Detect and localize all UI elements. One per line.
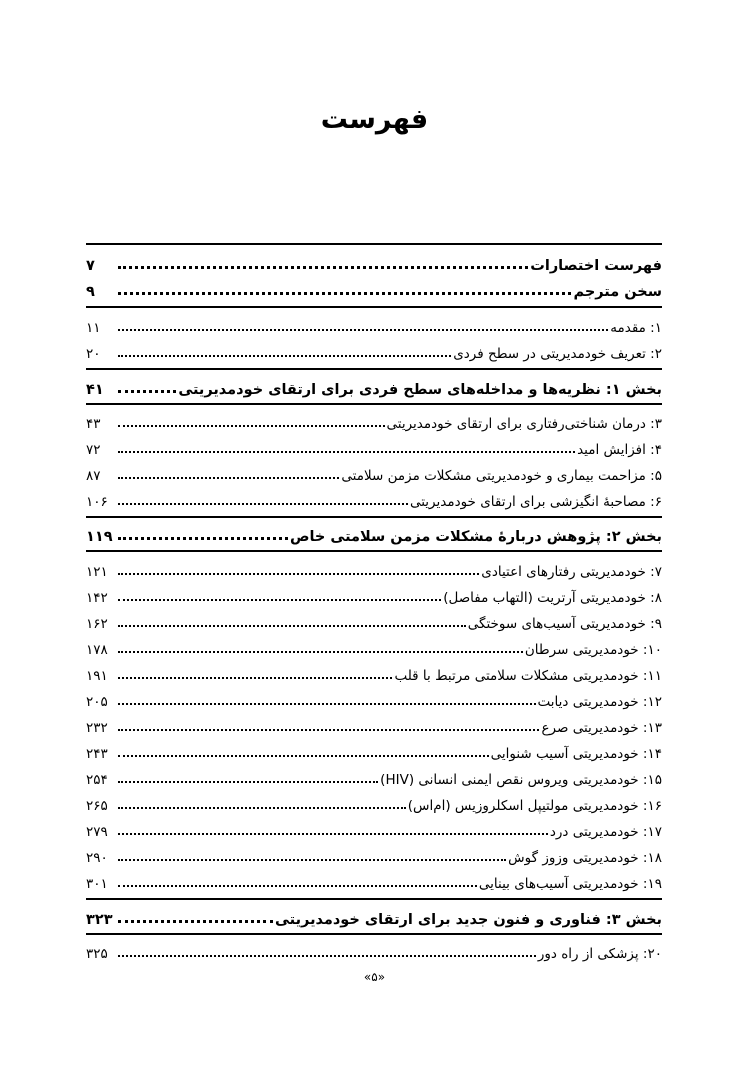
- dot-leader: [118, 503, 408, 505]
- toc-entry[interactable]: [86, 688, 662, 710]
- toc-entry-label: ۳: درمان شناختی‌رفتاری برای ارتقای خودمدیریتی: [386, 416, 662, 432]
- page-title: فهرست: [320, 104, 429, 135]
- toc-entry-label: ۹: خودمدیریتی آسیب‌های سوختگی: [467, 616, 662, 632]
- toc-entry-label: سخن مترجم: [573, 284, 662, 300]
- dot-leader: [118, 885, 477, 887]
- toc-section-3[interactable]: [86, 906, 662, 928]
- dot-leader: [118, 425, 385, 427]
- toc-entry-label: ۱۳: خودمدیریتی صرع: [541, 720, 662, 736]
- toc-entry-label: ۱۴: خودمدیریتی آسیب شنوایی: [490, 746, 662, 762]
- dot-leader: [118, 703, 536, 705]
- dot-leader: [118, 355, 451, 357]
- toc-entry-page: ۹: [86, 284, 95, 300]
- dot-leader: [118, 955, 536, 957]
- toc-entry-label: بخش ۳: فناوری و فنون جدید برای ارتقای خودمدیریتی: [275, 912, 662, 928]
- toc-entry-page: ۴۳: [86, 416, 101, 432]
- toc-entry-page: ۳۲۵: [86, 946, 108, 962]
- toc-entry[interactable]: [86, 610, 662, 632]
- dot-leader: [118, 477, 339, 479]
- toc-section-2[interactable]: [86, 523, 662, 545]
- toc-entry-label: بخش ۱: نظریه‌ها و مداخله‌های سطح فردی برای ارتقای خودمدیریتی: [178, 382, 662, 398]
- toc-entry[interactable]: [86, 636, 662, 658]
- toc-entry-label: ۱۲: خودمدیریتی دیابت: [537, 694, 662, 710]
- toc-entry[interactable]: [86, 766, 662, 788]
- toc-entry[interactable]: [86, 558, 662, 580]
- toc-entry-label: ۱: مقدمه: [610, 320, 662, 336]
- toc-entry[interactable]: [86, 584, 662, 606]
- toc-entry-page: ۳۰۱: [86, 876, 108, 892]
- toc-entry-label: ۱۵: خودمدیریتی ویروس نقص ایمنی انسانی (HIV): [380, 772, 662, 788]
- toc-entry-page: ۱۱: [86, 320, 101, 336]
- dot-leader: [118, 390, 176, 393]
- divider: [86, 516, 662, 518]
- page-number: «۵»: [363, 970, 386, 984]
- divider: [86, 550, 662, 552]
- toc-entry-page: ۲۴۳: [86, 746, 108, 762]
- dot-leader: [118, 781, 378, 783]
- dot-leader: [118, 625, 466, 627]
- toc-entry-page: ۲۳۲: [86, 720, 108, 736]
- toc-entry-label: ۱۶: خودمدیریتی مولتیپل اسکلروزیس (ام‌اس): [407, 798, 662, 814]
- toc-entry-label: ۶: مصاحبهٔ انگیزشی برای ارتقای خودمدیریتی: [409, 494, 662, 510]
- dot-leader: [118, 755, 489, 757]
- toc-entry-page: ۲۵۴: [86, 772, 108, 788]
- toc-entry-label: بخش ۲: پژوهش دربارهٔ مشکلات مزمن سلامتی خاص: [289, 529, 662, 545]
- dot-leader: [118, 920, 273, 923]
- dot-leader: [118, 451, 575, 453]
- dot-leader: [118, 859, 506, 861]
- toc-entry[interactable]: [86, 462, 662, 484]
- toc-entry-label: ۱۱: خودمدیریتی مشکلات سلامتی مرتبط با قلب: [394, 668, 662, 684]
- toc-entry-page: ۲۶۵: [86, 798, 108, 814]
- toc-entry-label: ۱۸: خودمدیریتی وزوز گوش: [508, 850, 662, 866]
- toc-entry-label: ۲۰: پزشکی از راه دور: [537, 946, 662, 962]
- dot-leader: [118, 677, 392, 679]
- toc-entry-label: ۱۹: خودمدیریتی آسیب‌های بینایی: [478, 876, 662, 892]
- toc-entry-page: ۱۰۶: [86, 494, 108, 510]
- divider: [86, 403, 662, 405]
- toc-entry-page: ۱۹۱: [86, 668, 108, 684]
- toc-entry[interactable]: [86, 662, 662, 684]
- toc-entry-page: ۲۹۰: [86, 850, 108, 866]
- toc-entry-label: ۸: خودمدیریتی آرتریت (التهاب مفاصل): [443, 590, 662, 606]
- dot-leader: [118, 807, 406, 809]
- toc-entry-page: ۲۰: [86, 346, 101, 362]
- toc-entry-page: ۸۷: [86, 468, 101, 484]
- toc-entry-page: ۴۱: [86, 382, 104, 398]
- dot-leader: [118, 651, 523, 653]
- toc-entry-translator-note[interactable]: [86, 278, 662, 300]
- dot-leader: [118, 729, 539, 731]
- toc-entry-page: ۷۲: [86, 442, 101, 458]
- toc-entry-page: ۲۷۹: [86, 824, 108, 840]
- dot-leader: [118, 329, 608, 331]
- toc-entry-label: فهرست اختصارات: [530, 258, 662, 274]
- toc-entry[interactable]: [86, 870, 662, 892]
- toc-entry-label: ۱۰: خودمدیریتی سرطان: [524, 642, 662, 658]
- divider: [86, 243, 662, 245]
- divider: [86, 306, 662, 308]
- toc-entry[interactable]: [86, 844, 662, 866]
- toc-entry-page: ۷: [86, 258, 95, 274]
- toc-entry[interactable]: [86, 410, 662, 432]
- toc-entry[interactable]: [86, 314, 662, 336]
- toc-entry-label: ۲: تعریف خودمدیریتی در سطح فردی: [453, 346, 662, 362]
- toc-entry[interactable]: [86, 488, 662, 510]
- dot-leader: [118, 833, 548, 835]
- toc-entry[interactable]: [86, 818, 662, 840]
- toc-section-1[interactable]: [86, 376, 662, 398]
- toc-entry[interactable]: [86, 740, 662, 762]
- dot-leader: [118, 266, 528, 269]
- divider: [86, 898, 662, 900]
- toc-entry-page: ۱۴۲: [86, 590, 108, 606]
- toc-entry-label: ۴: افزایش امید: [577, 442, 662, 458]
- toc-entry[interactable]: [86, 436, 662, 458]
- toc-entry[interactable]: [86, 714, 662, 736]
- divider: [86, 933, 662, 935]
- toc-entry-page: ۱۱۹: [86, 529, 113, 545]
- divider: [86, 368, 662, 370]
- toc-entry[interactable]: [86, 340, 662, 362]
- toc-entry-page: ۱۶۲: [86, 616, 108, 632]
- dot-leader: [118, 537, 288, 540]
- dot-leader: [118, 292, 571, 295]
- toc-entry[interactable]: [86, 940, 662, 962]
- toc-entry-label: ۷: خودمدیریتی رفتارهای اعتیادی: [481, 564, 662, 580]
- toc-entry-label: ۵: مزاحمت بیماری و خودمدیریتی مشکلات مزمن سلامتی: [341, 468, 662, 484]
- dot-leader: [118, 599, 441, 601]
- toc-entry[interactable]: [86, 792, 662, 814]
- toc-entry-page: ۲۰۵: [86, 694, 108, 710]
- toc-entry-page: ۳۲۳: [86, 912, 113, 928]
- toc-entry-abbreviations[interactable]: [86, 252, 662, 274]
- toc-entry-page: ۱۷۸: [86, 642, 108, 658]
- toc-entry-label: ۱۷: خودمدیریتی درد: [549, 824, 662, 840]
- dot-leader: [118, 573, 479, 575]
- toc-entry-page: ۱۲۱: [86, 564, 108, 580]
